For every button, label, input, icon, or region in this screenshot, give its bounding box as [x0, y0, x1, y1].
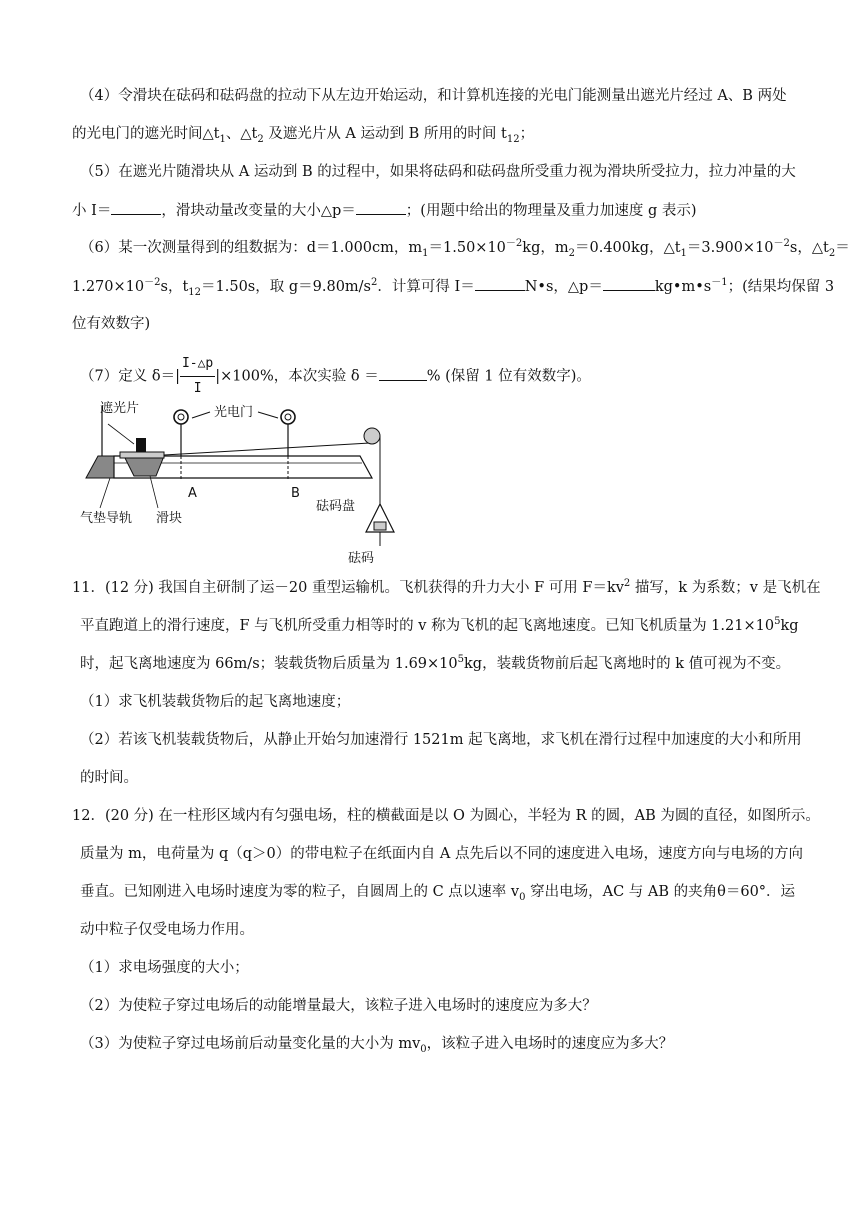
air-track-diagram — [80, 392, 420, 568]
q11-line1: 11．(12 分) 我国自主研制了运－20 重型运输机。飞机获得的升力大小 F 可用 $F=kv^2$ 描写，k 为系数；v 是飞机在 — [72, 578, 821, 596]
q11-sub2-line1: （2）若该飞机装载货物后，从静止开始匀加速滑行 1521m 起飞离地，求飞机在滑行过程中加速度的大小和所用 — [80, 732, 802, 748]
q10-part4-line1: （4）令滑块在砝码和砝码盘的拉动下从左边开始运动，和计算机连接的光电门能测量出遮光片经过 A、B 两处 — [80, 88, 787, 104]
answer-blank — [356, 200, 406, 215]
q11-sub1: （1）求飞机装载货物后的起飞离地速度； — [80, 694, 351, 710]
q12-sub3: （3）为使粒子穿过电场前后动量变化量的大小为 $mv_0$，该粒子进入电场时的速度应为多大？ — [80, 1036, 674, 1055]
label-weight-tray: 砝码盘 — [316, 499, 356, 514]
q11-sub2-line2: 的时间。 — [80, 770, 138, 786]
q10-part4-line2: 的光电门的遮光时间$\triangle t_1$、$\triangle t_2$ 及遮光片从 A 运动到 B 所用的时间 $t_{12}$； — [72, 126, 535, 145]
label-weight: 砝码 — [348, 551, 375, 566]
q12-line1: 12．(20 分) 在一柱形区域内有匀强电场，柱的横截面是以 O 为圆心，半轻为 R 的圆，AB 为圆的直径，如图所示。 — [72, 808, 820, 824]
label-slider: 滑块 — [156, 511, 183, 526]
q10-part7-line: （7）定义 δ＝| $\frac{I-\triangle p}{I}$ |×100%，本次实验 δ ＝ % (保留 1 位有效数字)。 — [80, 352, 591, 401]
q12-line3: 垂直。已知刚进入电场时速度为零的粒子，自圆周上的 C 点以速率 $v_0$ 穿出电场，AC 与 AB 的夹角θ＝60°．运 — [80, 884, 796, 903]
label-shading-plate: 遮光片 — [100, 401, 140, 416]
label-point-a: A — [188, 486, 197, 501]
q12-line4: 动中粒子仅受电场力作用。 — [80, 922, 254, 938]
q10-part6-line1: （6）某一次测量得到的组数据为：d＝1.000cm，$m_1=1.50\times 10^{-2}kg$，$m_2=0.400kg$，$\triangle t_1=3.900\times 10^{-2}s$，$\triangle t_2=$ — [80, 238, 850, 259]
q12-sub1: （1）求电场强度的大小； — [80, 960, 249, 976]
answer-blank — [475, 276, 525, 291]
label-point-b: B — [291, 486, 300, 501]
label-air-track: 气垫导轨 — [80, 511, 133, 526]
answer-blank — [379, 366, 427, 381]
q12-line2: 质量为 m，电荷量为 q（q＞0）的带电粒子在纸面内自 A 点先后以不同的速度进入电场，速度方向与电场的方向 — [80, 846, 803, 862]
q10-part6-line3: 位有效数字) — [72, 316, 151, 332]
q11-line2: 平直跑道上的滑行速度，F 与飞机所受重力相等时的 v 称为飞机的起飞离地速度。已知飞机质量为 $1.21\times 10^5kg$ — [80, 616, 799, 634]
answer-blank — [111, 200, 161, 215]
answer-blank — [603, 276, 655, 291]
q10-part6-line2: $1.270\times 10^{-2}s$，$t_{12}=1.50s$，取 $g=9.80m/s^2$．计算可得 I＝ N•s，△p＝ $kg•m•s^{-1}$；(结果均保留 3 — [72, 277, 835, 298]
q10-part5-line1: （5）在遮光片随滑块从 A 运动到 B 的过程中，如果将砝码和砝码盘所受重力视为滑块所受拉力，拉力冲量的大 — [80, 164, 796, 180]
q12-sub2: （2）为使粒子穿过电场后的动能增量最大，该粒子进入电场时的速度应为多大？ — [80, 998, 597, 1014]
q11-line3: 时，起飞离地速度为 66m/s；装载货物后质量为 $1.69\times 10^5kg$，装载货物前后起飞离地时的 k 值可视为不变。 — [80, 654, 791, 672]
q10-part5-line2: 小 I＝ ，滑块动量改变量的大小△p＝ ；(用题中给出的物理量及重力加速度 g 表示) — [72, 200, 697, 221]
label-photogate: 光电门 — [214, 405, 254, 420]
delta-fraction: $\frac{I-\triangle p}{I}$ — [180, 352, 215, 401]
